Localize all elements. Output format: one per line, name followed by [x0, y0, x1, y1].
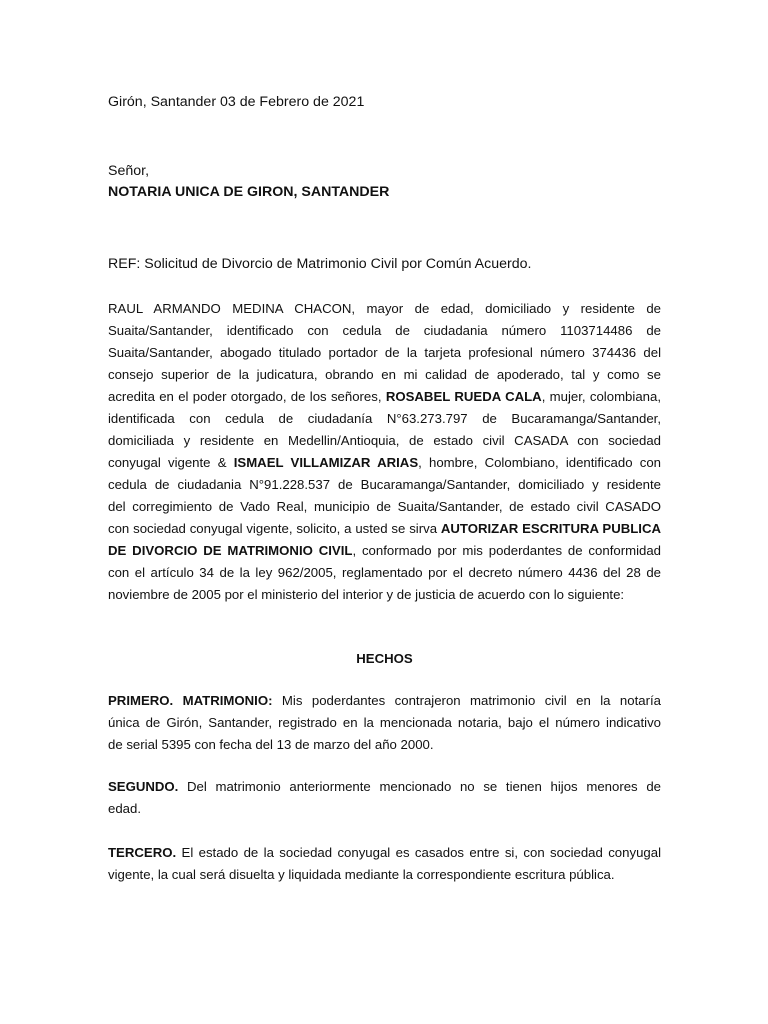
- request-bold-1: AUTORIZAR ESCRITURA PUBLICA: [440, 521, 661, 536]
- intro-line-5: [108, 386, 661, 408]
- reference-line: [108, 253, 661, 275]
- primero-line-1: [108, 690, 661, 712]
- intro-line-5-c: , mujer, colombiana,: [541, 389, 661, 404]
- intro-line-8: [108, 452, 661, 474]
- intro-line-4: consejo superior de la judicatura, obrando en mi calidad de apoderado, tal y como se: [108, 367, 661, 382]
- intro-line-9: cedula de ciudadania N°91.228.537 de Bucaramanga/Santander, domiciliado y residente: [108, 477, 661, 492]
- primero-line-2: única de Girón, Santander, registrado en la mencionada notaria, bajo el número indicativo: [108, 715, 661, 730]
- intro-line-6: identificada con cedula de ciudadanía N°63.273.797 de Bucaramanga/Santander,: [108, 411, 661, 426]
- intro-line-12-b: , conformado por mis poderdantes de conformidad: [352, 543, 661, 558]
- tercero-label: TERCERO.: [108, 845, 177, 860]
- primero-line-3: de serial 5395 con fecha del 13 de marzo del año 2000.: [108, 737, 434, 752]
- section-heading-hechos: HECHOS: [356, 651, 413, 666]
- intro-line-11: [108, 518, 661, 540]
- tercero-text-1: El estado de la sociedad conyugal es casados entre si, con sociedad conyugal: [176, 845, 661, 860]
- segundo-line-1: [108, 776, 661, 798]
- primero-text-1: Mis poderdantes contrajeron matrimonio civil en la notaría: [272, 693, 661, 708]
- intro-line-13: con el artículo 34 de la ley 962/2005, reglamentado por el decreto número 4436 del 28 de: [108, 565, 661, 580]
- intro-line-1: RAUL ARMANDO MEDINA CHACON, mayor de edad, domiciliado y residente de: [108, 301, 661, 316]
- primero-label: PRIMERO. MATRIMONIO:: [108, 693, 273, 708]
- intro-line-7: domiciliada y residente en Medellin/Antioquia, de estado civil CASADA con sociedad: [108, 433, 661, 448]
- ref-label: REF:: [108, 256, 141, 272]
- date-line: Girón, Santander 03 de Febrero de 2021: [108, 94, 365, 110]
- intro-line-12: [108, 540, 661, 562]
- recipient: NOTARIA UNICA DE GIRON, SANTANDER: [108, 184, 390, 200]
- client-name-ismael: ISMAEL VILLAMIZAR ARIAS: [233, 455, 419, 470]
- intro-line-11-a: con sociedad conyugal vigente, solicito, a usted se sirva: [108, 521, 441, 536]
- segundo-line-2: edad.: [108, 801, 142, 816]
- intro-line-3: Suaita/Santander, abogado titulado portador de la tarjeta profesional número 374436 del: [108, 345, 661, 360]
- tercero-line-1: [108, 842, 661, 864]
- ref-text: Solicitud de Divorcio de Matrimonio Civil por Común Acuerdo.: [140, 256, 532, 272]
- salutation: Señor,: [108, 163, 150, 179]
- intro-line-8-a: conyugal vigente &: [108, 455, 234, 470]
- intro-line-8-c: , hombre, Colombiano, identificado con: [418, 455, 661, 470]
- client-name-rosabel: ROSABEL RUEDA CALA: [385, 389, 542, 404]
- request-bold-2: DE DIVORCIO DE MATRIMONIO CIVIL: [108, 543, 353, 558]
- intro-line-10: del corregimiento de Vado Real, municipio de Suaita/Santander, de estado civil CASADO: [108, 499, 661, 514]
- intro-line-5-a: acredita en el poder otorgado, de los señores,: [108, 389, 386, 404]
- segundo-text-1: Del matrimonio anteriormente mencionado no se tienen hijos menores de: [178, 779, 661, 794]
- intro-line-2: Suaita/Santander, identificado con cedula de ciudadania número 1103714486 de: [108, 323, 661, 338]
- intro-line-14: noviembre de 2005 por el ministerio del interior y de justicia de acuerdo con lo siguiente:: [108, 587, 625, 602]
- tercero-line-2: vigente, la cual será disuelta y liquidada mediante la correspondiente escritura pública.: [108, 867, 615, 882]
- segundo-label: SEGUNDO.: [108, 779, 179, 794]
